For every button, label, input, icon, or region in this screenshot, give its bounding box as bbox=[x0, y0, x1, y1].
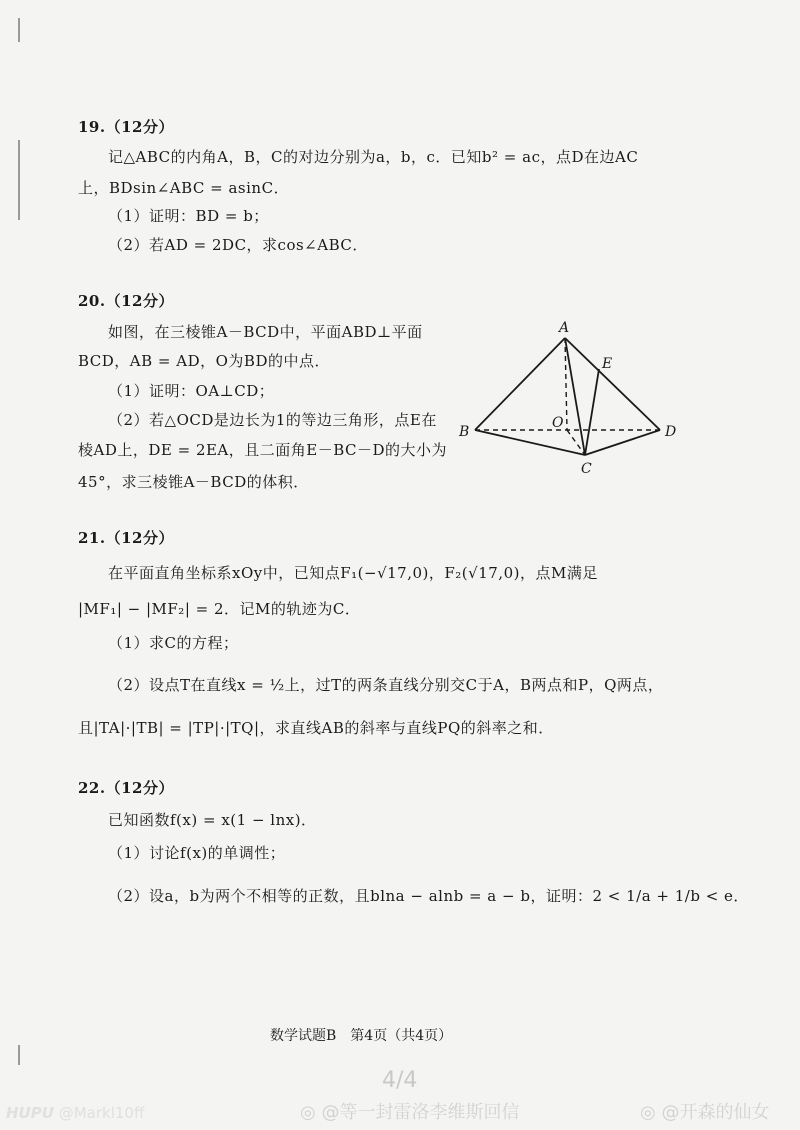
weibo-user-1: @等一封雷洛李维斯回信 bbox=[321, 1102, 520, 1123]
segment-ec bbox=[585, 369, 599, 455]
label-o: O bbox=[552, 415, 564, 431]
q19-part-1: （1）证明：BD = b； bbox=[108, 207, 269, 225]
weibo-watermark-2 bbox=[640, 1098, 769, 1124]
q19-line-2: 上，BDsin∠ABC = asinC． bbox=[78, 179, 290, 197]
hupu-user: @Markl10ff bbox=[58, 1104, 145, 1122]
q20-part-2-line-1: （2）若△OCD是边长为1的等边三角形，点E在 bbox=[108, 411, 437, 429]
weibo-user-2: @开森的仙女 bbox=[661, 1102, 770, 1123]
hupu-watermark bbox=[6, 1104, 144, 1122]
q22-line-1: 已知函数f(x) = x(1 − lnx)． bbox=[108, 811, 317, 829]
hupu-brand: HUPU bbox=[6, 1104, 54, 1122]
q20-part-2-line-3: 45°，求三棱锥A－BCD的体积． bbox=[78, 473, 309, 491]
q21-line-1: 在平面直角坐标系xOy中，已知点F₁(−√17,0)，F₂(√17,0)，点M满足 bbox=[108, 564, 598, 582]
label-b: B bbox=[459, 424, 470, 440]
page-count-overlay: 4/4 bbox=[382, 1068, 418, 1093]
weibo-icon: ◎ bbox=[640, 1102, 656, 1123]
edge-bc bbox=[475, 430, 585, 455]
page-footer: 数学试题B 第4页（共4页） bbox=[270, 1028, 453, 1044]
scan-edge-mark bbox=[18, 140, 20, 220]
label-a: A bbox=[559, 320, 570, 336]
q19-part-2: （2）若AD = 2DC，求cos∠ABC． bbox=[108, 236, 368, 254]
scan-edge-mark bbox=[18, 18, 20, 42]
q22-part-1: （1）讨论f(x)的单调性； bbox=[108, 844, 286, 862]
scan-edge-mark bbox=[18, 1045, 20, 1065]
q21-part-1: （1）求C的方程； bbox=[108, 634, 239, 652]
q19-header: 19.（12分） bbox=[78, 118, 174, 136]
weibo-watermark-1 bbox=[300, 1098, 519, 1124]
q21-header: 21.（12分） bbox=[78, 529, 174, 547]
q20-line-2: BCD，AB = AD，O为BD的中点． bbox=[78, 352, 330, 370]
q19-line-1: 记△ABC的内角A，B，C的对边分别为a，b，c．已知b² = ac，点D在边AC bbox=[108, 148, 639, 166]
q21-part-2-line-1: （2）设点T在直线x = ½上，过T的两条直线分别交C于A，B两点和P，Q两点， bbox=[108, 676, 664, 694]
q21-part-2-line-2: 且|TA|·|TB| = |TP|·|TQ|，求直线AB的斜率与直线PQ的斜率之和． bbox=[78, 719, 554, 737]
q20-part-1: （1）证明：OA⊥CD； bbox=[108, 382, 275, 400]
q21-line-2: |MF₁| − |MF₂| = 2．记M的轨迹为C． bbox=[78, 600, 361, 618]
q20-line-1: 如图，在三棱锥A－BCD中，平面ABD⊥平面 bbox=[108, 323, 423, 341]
weibo-icon: ◎ bbox=[300, 1102, 316, 1123]
q20-part-2-line-2: 棱AD上，DE = 2EA，且二面角E－BC－D的大小为 bbox=[78, 441, 448, 459]
q20-header: 20.（12分） bbox=[78, 292, 174, 310]
q22-part-2: （2）设a，b为两个不相等的正数，且blna − alnb = a − b，证明：2 < 1/a + 1/b < e． bbox=[108, 887, 749, 905]
label-c: C bbox=[581, 461, 592, 477]
label-e: E bbox=[602, 356, 613, 372]
label-d: D bbox=[665, 424, 677, 440]
q22-header: 22.（12分） bbox=[78, 779, 174, 797]
tetrahedron-figure bbox=[455, 318, 695, 478]
edge-cd bbox=[585, 430, 660, 455]
